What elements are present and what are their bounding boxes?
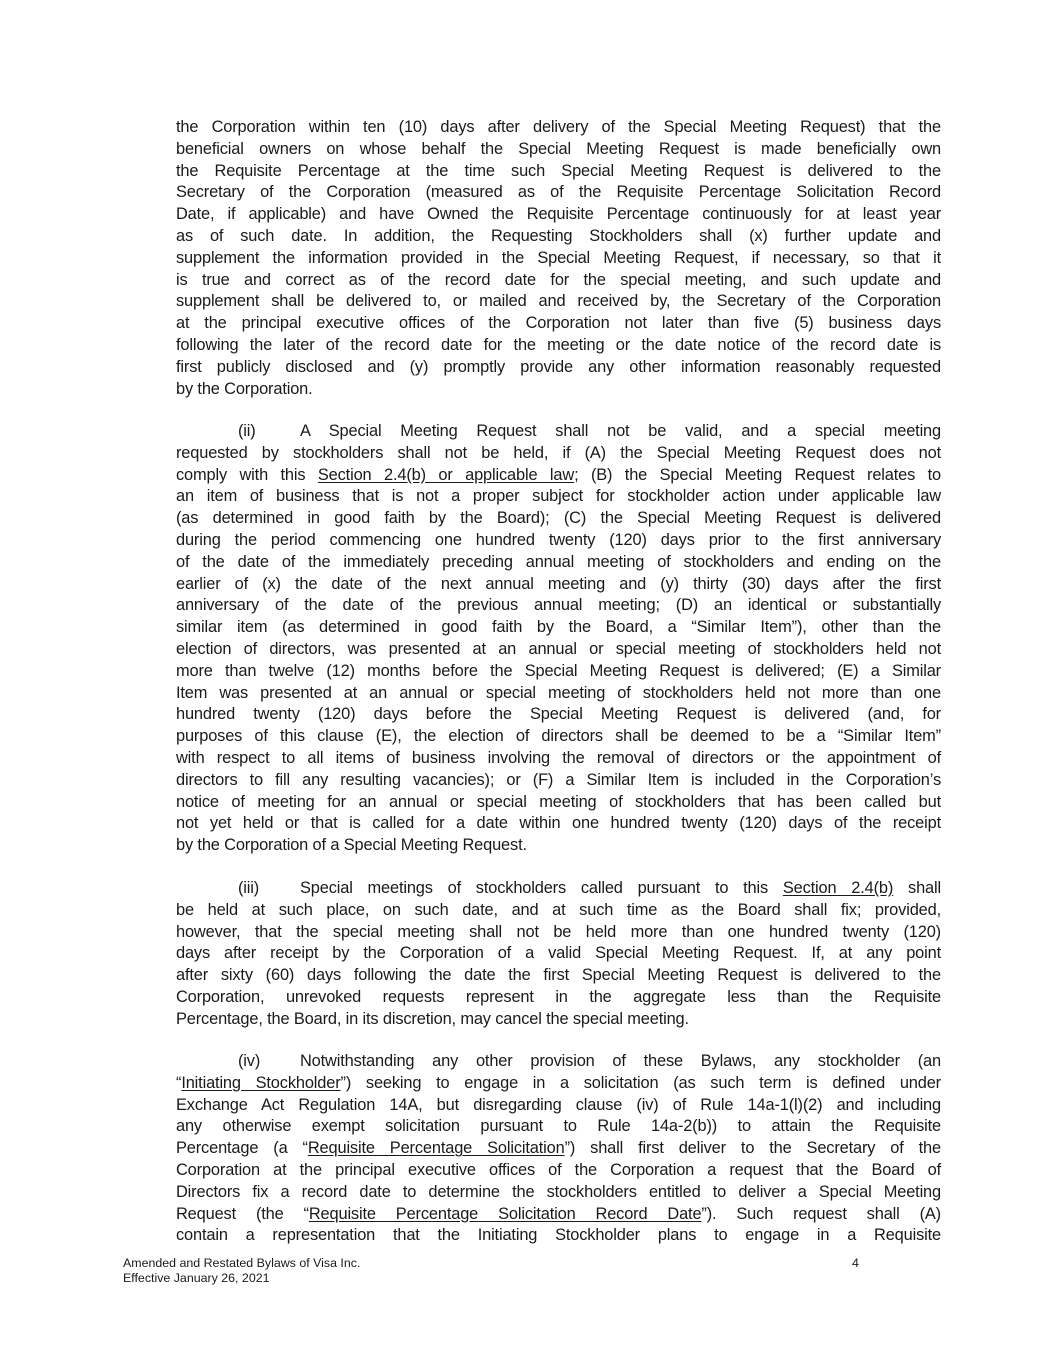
text-segment: “ bbox=[176, 1073, 182, 1092]
text-line: the Corporation within ten (10) days after delivery of the Special Meeting Request) that the bbox=[176, 118, 941, 136]
text-line: be held at such place, on such date, and at such time as the Board shall fix; provided, bbox=[176, 900, 941, 919]
text-line: purposes of this clause (E), the election of directors shall be deemed to be a “Similar Item” bbox=[176, 727, 941, 746]
text-line: notice of meeting for an annual or special meeting of stockholders that has been called but bbox=[176, 792, 941, 811]
text-line: hundred twenty (120) days before the Special Meeting Request is delivered (and, for bbox=[176, 705, 941, 724]
page-number: 4 bbox=[852, 1256, 859, 1270]
text-line: Percentage, the Board, in its discretion, may cancel the special meeting. bbox=[176, 1009, 689, 1028]
text-line: Exchange Act Regulation 14A, but disregarding clause (iv) of Rule 14a-1(l)(2) and including bbox=[176, 1095, 941, 1114]
text-line: at the principal executive offices of the Corporation not later than five (5) business days bbox=[176, 314, 941, 333]
page-footer bbox=[123, 1256, 360, 1286]
text-line: supplement the information provided in the Special Meeting Request, if necessary, so that it bbox=[176, 248, 941, 267]
section-reference-link[interactable]: Section 2.4(b) or applicable law bbox=[317, 465, 575, 484]
text-segment: Percentage (a “ bbox=[176, 1139, 308, 1158]
text-line: requested by stockholders shall not be held, if (A) the Special Meeting Request does not bbox=[176, 443, 941, 462]
defined-term-record-date: Requisite Percentage Solicitation Record Date bbox=[308, 1204, 702, 1223]
text-line: not yet held or that is called for a date within one hundred twenty (120) days of the receipt bbox=[176, 814, 941, 833]
text-line: Secretary of the Corporation (measured as of the Requisite Percentage Solicitation Record bbox=[176, 183, 941, 202]
text-segment: Special meetings of stockholders called pursuant to this bbox=[300, 879, 783, 897]
text-line: Corporation, unrevoked requests represent in the aggregate less than the Requisite bbox=[176, 987, 941, 1006]
text-line: is true and correct as of the record date for the special meeting, and such update and bbox=[176, 270, 941, 289]
paragraph-clause-iv bbox=[176, 1051, 941, 1247]
text-line: the Requisite Percentage at the time such Special Meeting Request is delivered to the bbox=[176, 161, 941, 180]
clause-first-line bbox=[176, 1051, 941, 1073]
clause-number: (ii) bbox=[238, 422, 256, 440]
text-line bbox=[176, 1204, 941, 1226]
text-line: by the Corporation of a Special Meeting Request. bbox=[176, 836, 527, 855]
text-line: first publicly disclosed and (y) promptly provide any other information reasonably requested bbox=[176, 357, 941, 376]
text-line: Item was presented at an annual or special meeting of stockholders held not more than one bbox=[176, 683, 941, 702]
text-segment: ”). Such request shall (A) bbox=[701, 1204, 941, 1223]
text-line: contain a representation that the Initiating Stockholder plans to engage in a Requisite bbox=[176, 1226, 941, 1245]
text-line: during the period commencing one hundred twenty (120) days prior to the first anniversary bbox=[176, 530, 941, 549]
text-line: an item of business that is not a proper subject for stockholder action under applicable law bbox=[176, 487, 941, 506]
text-segment: Notwithstanding any other provision of these Bylaws, any stockholder (an bbox=[300, 1052, 941, 1070]
text-segment: A Special Meeting Request shall not be valid, and a special meeting bbox=[300, 422, 941, 440]
text-line: directors to fill any resulting vacancies); or (F) a Similar Item is included in the Corporation’s bbox=[176, 770, 941, 789]
text-line: Date, if applicable) and have Owned the Requisite Percentage continuously for at least year bbox=[176, 205, 941, 224]
text-segment: ; (B) the Special Meeting Request relates to bbox=[574, 465, 941, 484]
clause-first-line bbox=[176, 421, 941, 443]
text-line: by the Corporation. bbox=[176, 379, 313, 398]
paragraph-continuation bbox=[176, 117, 941, 400]
text-line: similar item (as determined in good faith by the Board, a “Similar Item”), other than the bbox=[176, 618, 941, 637]
text-segment: ”) seeking to engage in a solicitation (as such term is defined under bbox=[340, 1073, 941, 1092]
paragraph-clause-iii bbox=[176, 878, 941, 1031]
footer-title: Amended and Restated Bylaws of Visa Inc. bbox=[123, 1256, 361, 1270]
clause-first-line bbox=[176, 878, 941, 900]
text-line: following the later of the record date for the meeting or the date notice of the record date is bbox=[176, 335, 941, 354]
text-segment: shall bbox=[893, 879, 941, 897]
footer-effective-date: Effective January 26, 2021 bbox=[123, 1271, 270, 1285]
text-segment: Request (the “ bbox=[176, 1204, 309, 1223]
text-line: beneficial owners on whose behalf the Special Meeting Request is made beneficially own bbox=[176, 139, 941, 158]
text-segment: comply with this bbox=[176, 465, 318, 484]
text-line bbox=[176, 1138, 941, 1160]
text-line: after sixty (60) days following the date the first Special Meeting Request is delivered to the bbox=[176, 966, 941, 985]
text-line: any otherwise exempt solicitation pursuant to Rule 14a-2(b)) to attain the Requisite bbox=[176, 1117, 941, 1136]
text-line: more than twelve (12) months before the Special Meeting Request is delivered; (E) a Similar bbox=[176, 661, 941, 680]
text-line: with respect to all items of business involving the removal of directors or the appointment of bbox=[176, 748, 941, 767]
text-line: Corporation at the principal executive offices of the Corporation a request that the Board of bbox=[176, 1160, 941, 1179]
text-line: election of directors, was presented at an annual or special meeting of stockholders held not bbox=[176, 639, 941, 658]
defined-term-requisite-percentage-solicitation: Requisite Percentage Solicitation bbox=[307, 1139, 565, 1158]
clause-number: (iii) bbox=[238, 879, 260, 897]
text-line: Directors fix a record date to determine the stockholders entitled to deliver a Special Meeting bbox=[176, 1182, 941, 1201]
text-line bbox=[176, 1073, 941, 1095]
text-line: supplement shall be delivered to, or mailed and received by, the Secretary of the Corporation bbox=[176, 292, 941, 311]
text-line: anniversary of the date of the previous annual meeting; (D) an identical or substantially bbox=[176, 596, 941, 615]
text-line: days after receipt by the Corporation of a valid Special Meeting Request. If, at any point bbox=[176, 944, 941, 963]
text-line: of the date of the immediately preceding annual meeting of stockholders and ending on the bbox=[176, 552, 941, 571]
defined-term-initiating-stockholder: Initiating Stockholder bbox=[181, 1073, 341, 1092]
text-line: however, that the special meeting shall not be held more than one hundred twenty (120) bbox=[176, 922, 941, 941]
clause-number: (iv) bbox=[238, 1052, 261, 1070]
text-line: (as determined in good faith by the Board); (C) the Special Meeting Request is delivered bbox=[176, 509, 941, 528]
section-reference-link[interactable]: Section 2.4(b) bbox=[782, 879, 894, 897]
text-line: as of such date. In addition, the Requesting Stockholders shall (x) further update and bbox=[176, 226, 941, 245]
text-line bbox=[176, 465, 941, 487]
paragraph-clause-ii bbox=[176, 421, 941, 857]
text-segment: ”) shall first deliver to the Secretary of the bbox=[564, 1139, 941, 1158]
text-line: earlier of (x) the date of the next annual meeting and (y) thirty (30) days after the first bbox=[176, 574, 941, 593]
